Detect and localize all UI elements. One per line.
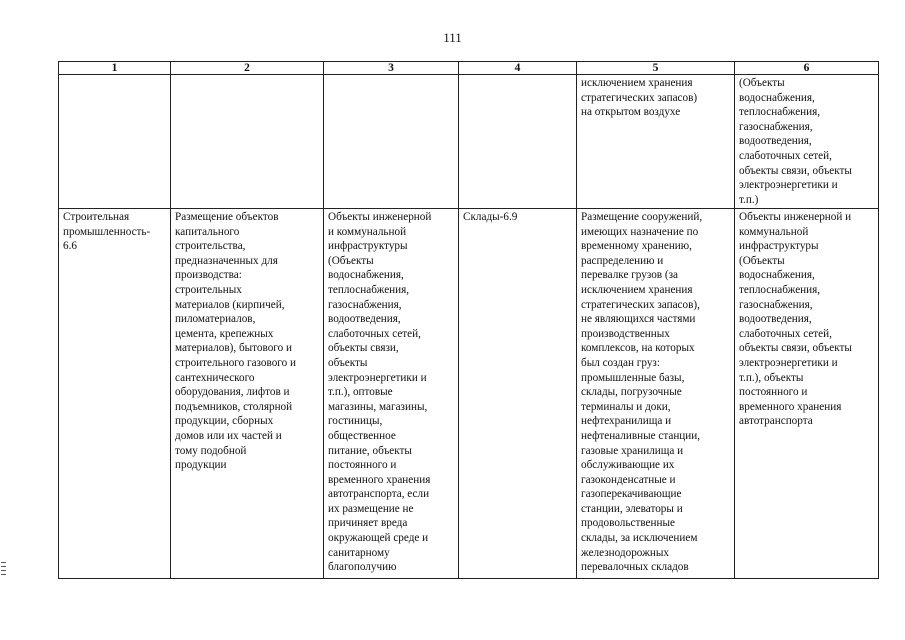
column-number-5: 5 [577,62,735,75]
table-cell [324,75,459,209]
column-number-3: 3 [324,62,459,75]
table-cell [459,75,577,209]
column-number-4: 4 [459,62,577,75]
column-number-2: 2 [171,62,324,75]
table-cell [59,75,171,209]
table-row [59,209,879,579]
main-use-description-cell: Размещение объектов капитального строительства, предназначенных для производства: строительных материалов (кирпичей, пиломатериалов, цемента, крепежных материалов), бытового и строительного газового и сантехнического оборудования, лифтов и подъемников, столярной продукции, сборных домов или их частей и тому подобной продукции [171,209,324,579]
conditional-use-description-cell: Размещение сооружений, имеющих назначение по временному хранению, распределению и перевалке грузов (за исключением хранения стратегических запасов), не являющихся частями производственных комплексов, на которых был создан груз: промышленные базы, склады, погрузочные терминалы и доки, нефтехранилища и нефтеналивные станции, газовые хранилища и обслуживающие их газоконденсатные и газоперекачивающие станции, элеваторы и продовольственные склады, за исключением железнодорожных перевалочных складов [577,209,735,579]
table-cell: (Объекты водоснабжения, теплоснабжения, газоснабжения, водоотведения, слаботочных сетей, объекты связи, объекты электроэнергетики и т.п.) [735,75,879,209]
page-number: 111 [443,30,462,45]
scan-edge-mark [1,562,6,578]
main-use-name-cell: Строительная промышленность- 6.6 [59,209,171,579]
table-cell: исключением хранения стратегических запасов) на открытом воздухе [577,75,735,209]
conditional-auxiliary-uses-cell: Объекты инженерной и коммунальной инфраструктуры (Объекты водоснабжения, теплоснабжения, газоснабжения, водоотведения, слаботочных сетей, объекты связи, объекты электроэнергетики и т.п.), объекты постоянного и временного хранения автотранспорта [735,209,879,579]
column-number-6: 6 [735,62,879,75]
zoning-table [58,61,879,579]
table-cell [171,75,324,209]
table-row-continuation [59,75,879,209]
column-number-1: 1 [59,62,171,75]
header-row [59,62,879,75]
conditional-use-name-cell: Склады-6.9 [459,209,577,579]
auxiliary-uses-cell: Объекты инженерной и коммунальной инфраструктуры (Объекты водоснабжения, теплоснабжения, газоснабжения, водоотведения, слаботочных сетей, объекты связи, объекты электроэнергетики и т.п.), оптовые магазины, магазины, гостиницы, общественное питание, объекты постоянного и временного хранения автотранспорта, если их размещение не причиняет вреда окружающей среде и санитарному благополучию [324,209,459,579]
